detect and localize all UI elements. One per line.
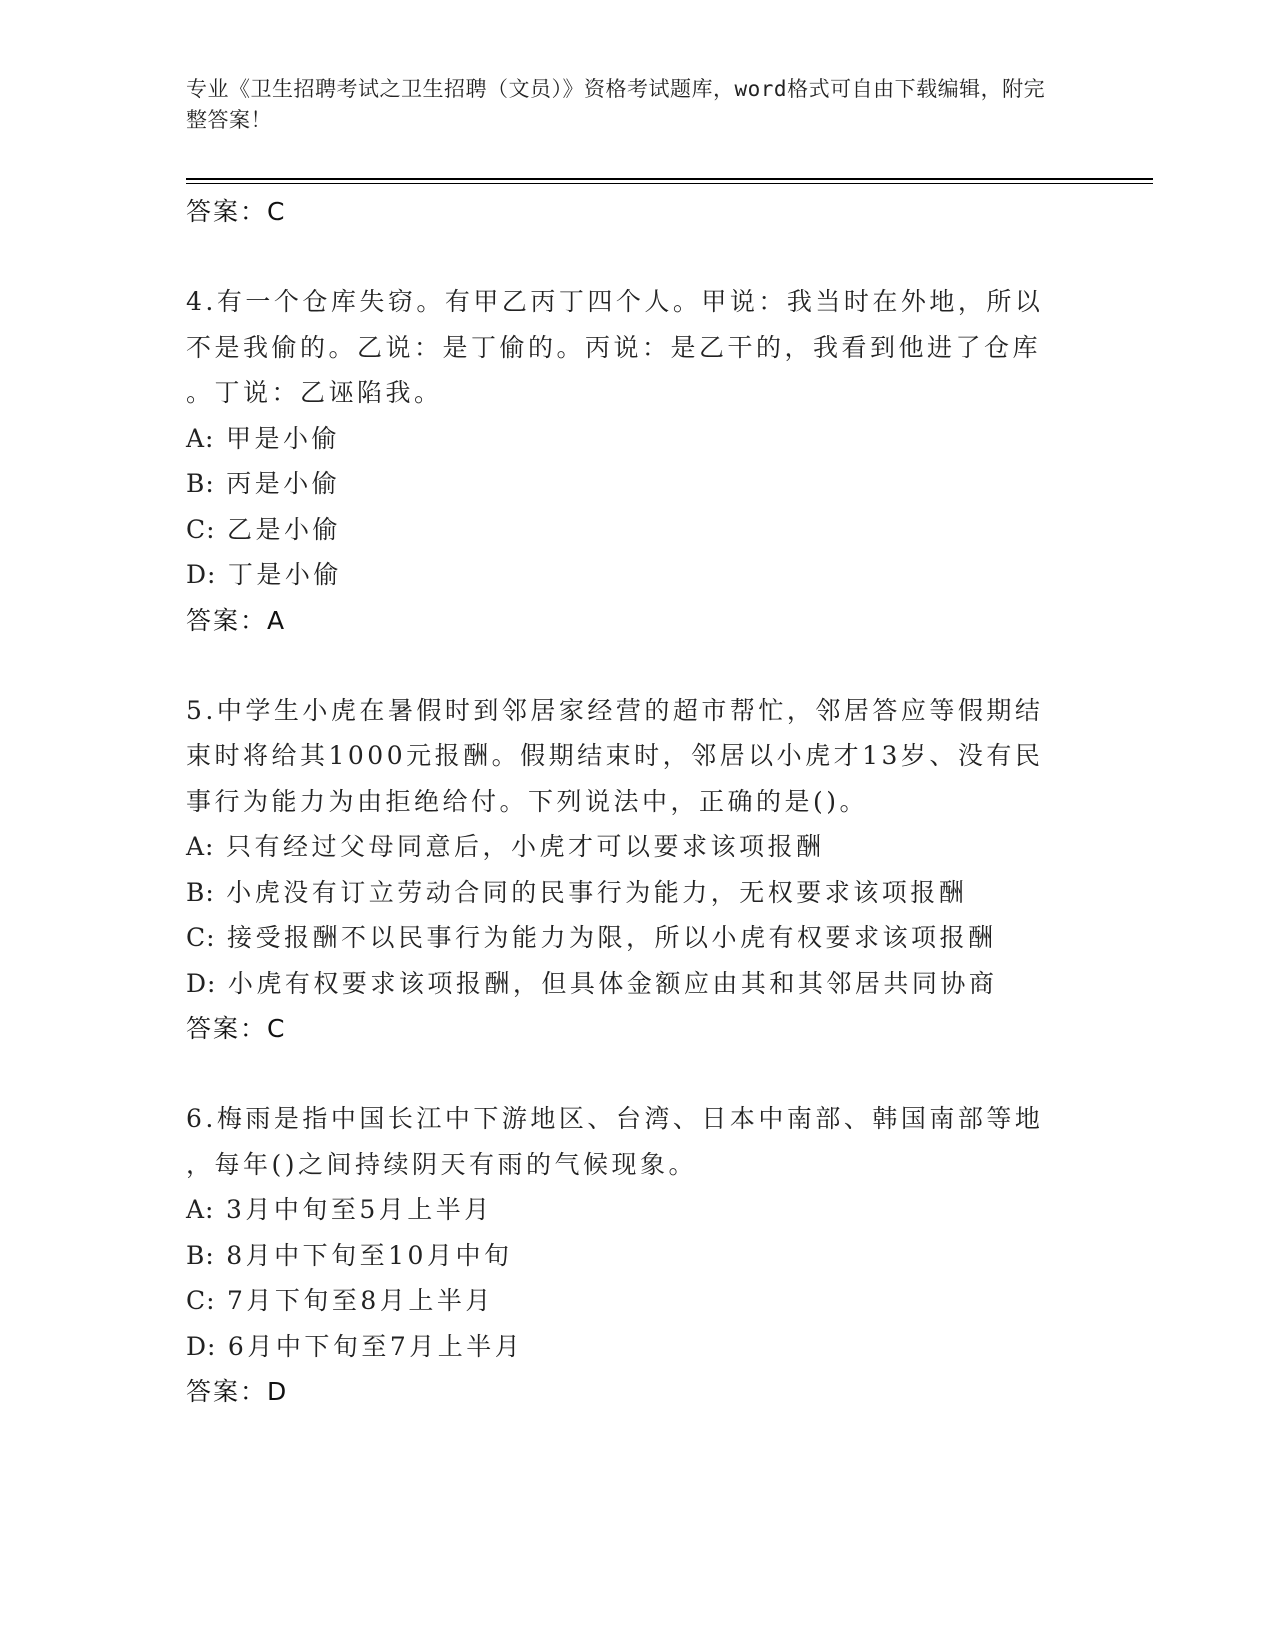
option-a xyxy=(186,416,1086,462)
answer-label: 答案：C xyxy=(186,1014,287,1043)
document-header: 专业《卫生招聘考试之卫生招聘（文员）》资格考试题库，word格式可自由下载编辑，附完整答案！ xyxy=(186,77,1046,132)
header-rule-thick xyxy=(186,178,1153,180)
question-stem: 4.有一个仓库失窃。有甲乙丙丁四个人。甲说：我当时在外地，所以 不是我偷的。乙说：是丁偷的。丙说：是乙干的，我看到他进了仓库 。丁说：乙诬陷我。 xyxy=(186,287,1044,407)
option-b xyxy=(186,1233,1086,1279)
question-stem: 5.中学生小虎在暑假时到邻居家经营的超市帮忙，邻居答应等假期结 束时将给其1000元报酬。假期结束时，邻居以小虎才13岁、没有民 事行为能力为由拒绝给付。下列说法中，正确的是()。 xyxy=(186,695,1044,816)
option-letter: B: xyxy=(186,877,215,907)
option-d xyxy=(186,552,1086,598)
question-5 xyxy=(186,688,1086,1052)
option-text: 甲是小偷 xyxy=(225,423,340,453)
option-text: 只有经过父母同意后，小虎才可以要求该项报酬 xyxy=(225,832,825,861)
option-b xyxy=(186,870,1086,916)
option-text: 6月中下旬至7月上半月 xyxy=(227,1331,524,1361)
option-text: 小虎有权要求该项报酬，但具体金额应由其和其邻居共同协商 xyxy=(227,968,998,998)
answer-label: 答案：D xyxy=(186,1377,289,1406)
option-c xyxy=(186,1278,1086,1324)
option-letter: D: xyxy=(186,1331,217,1361)
header-rule-thin xyxy=(186,183,1153,184)
question-stem: 6.梅雨是指中国长江中下游地区、台湾、日本中南部、韩国南部等地 ，每年()之间持续阴天有雨的气候现象。 xyxy=(186,1104,1044,1179)
option-letter: A: xyxy=(186,423,215,453)
option-letter: C: xyxy=(186,923,216,952)
option-text: 接受报酬不以民事行为能力为限，所以小虎有权要求该项报酬 xyxy=(227,923,997,952)
question-6 xyxy=(186,1096,1086,1414)
previous-answer: 答案：C xyxy=(186,197,287,226)
option-letter: A: xyxy=(186,832,215,861)
option-c xyxy=(186,507,1086,553)
option-letter: C: xyxy=(186,514,216,544)
question-4 xyxy=(186,279,1086,643)
option-letter: D: xyxy=(186,968,217,998)
option-c xyxy=(186,915,1086,961)
option-a xyxy=(186,1187,1086,1233)
option-d xyxy=(186,1324,1086,1370)
question-list xyxy=(186,189,1086,1414)
option-text: 丁是小偷 xyxy=(227,560,342,589)
option-letter: C: xyxy=(186,1286,216,1315)
option-letter: D: xyxy=(186,560,217,589)
option-text: 乙是小偷 xyxy=(227,514,342,544)
option-a xyxy=(186,824,1086,870)
option-letter: A: xyxy=(186,1195,215,1224)
option-text: 8月中下旬至10月中旬 xyxy=(226,1240,513,1270)
option-text: 3月中旬至5月上半月 xyxy=(225,1195,493,1224)
option-text: 小虎没有订立劳动合同的民事行为能力，无权要求该项报酬 xyxy=(226,877,968,907)
option-b xyxy=(186,461,1086,507)
option-d xyxy=(186,961,1086,1007)
option-letter: B: xyxy=(186,1240,215,1270)
option-text: 丙是小偷 xyxy=(226,469,341,498)
option-text: 7月下旬至8月上半月 xyxy=(227,1286,494,1315)
option-letter: B: xyxy=(186,469,215,498)
answer-label: 答案：A xyxy=(186,605,287,635)
